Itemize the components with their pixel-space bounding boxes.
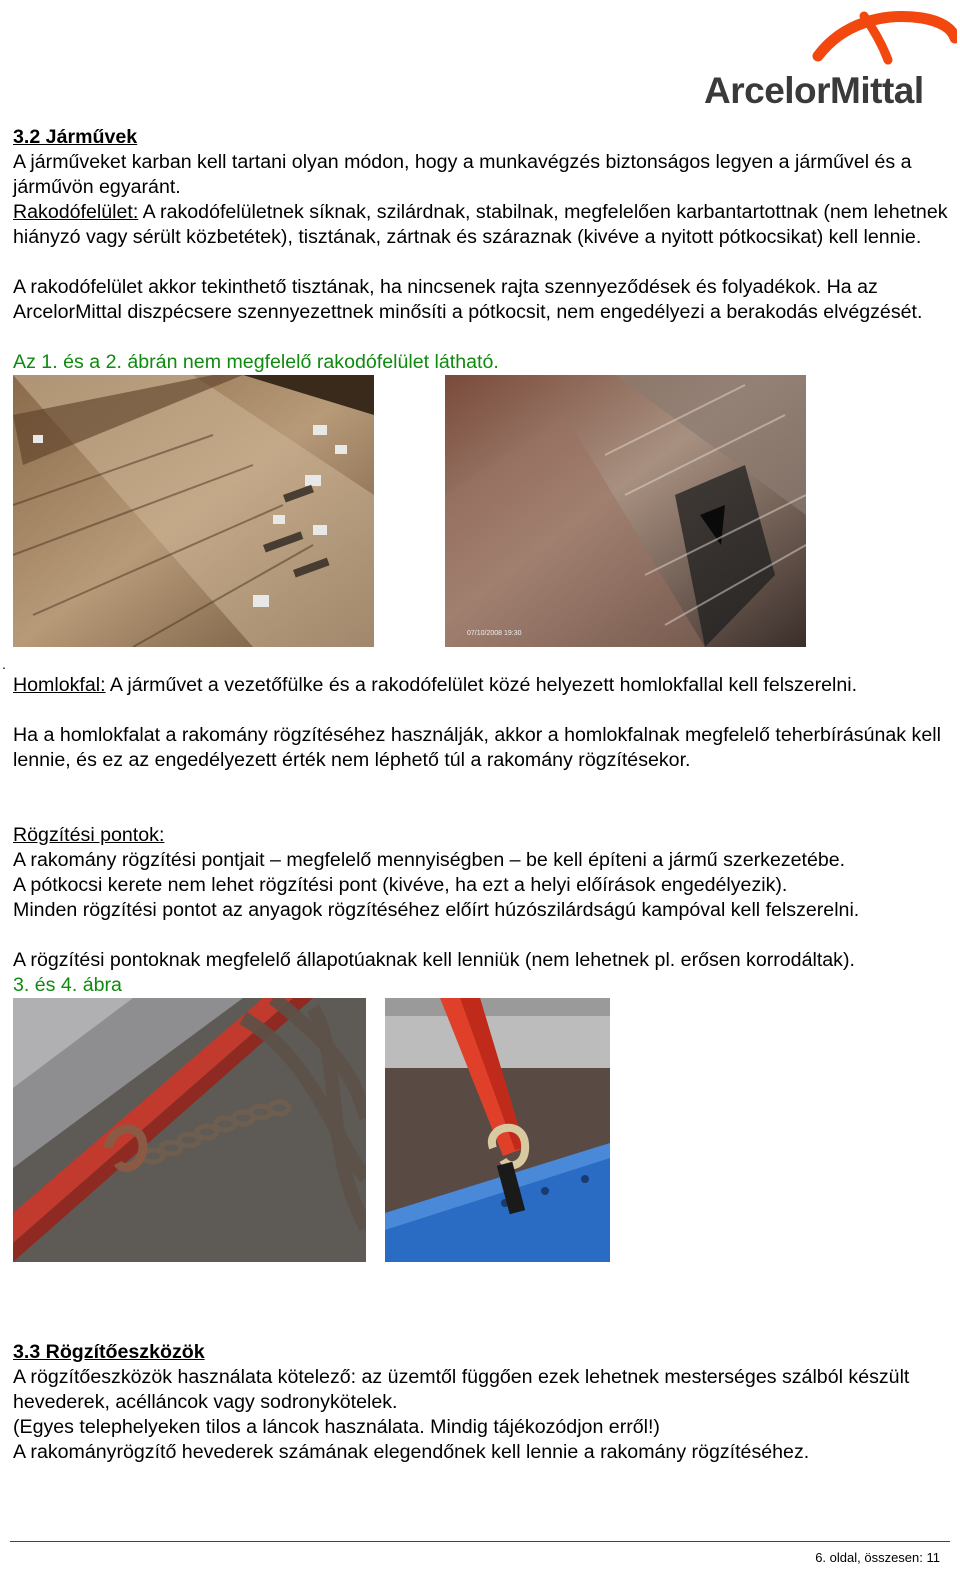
lashing-p2: (Egyes telephelyeken tilos a láncok használata. Mindig tájékozódjon erről!) bbox=[13, 1416, 660, 1438]
loading-surface-paragraph bbox=[13, 200, 948, 250]
photo-2-timestamp: 07/10/2008 19:30 bbox=[467, 630, 522, 637]
stray-mark: . bbox=[2, 656, 6, 672]
anchor-points-p4: A rögzítési pontoknak megfelelő állapotúaknak kell lenniük (nem lehetnek pl. erősen korrodáltak). bbox=[13, 949, 855, 971]
loading-surface-text: A rakodófelületnek síknak, szilárdnak, stabilnak, megfelelően karbantartottnak (nem lehetnek hiányzó vagy sérült közbetétek), tisztának, zártnak és száraznak (kivéve a nyitott pótkocsikat) kell lennie. bbox=[13, 201, 948, 248]
front-wall-paragraph bbox=[13, 673, 948, 698]
lashing-p3: A rakományrögzítő hevederek számának elegendőnek kell lennie a rakomány rögzítéséhez. bbox=[13, 1441, 810, 1463]
figure-2-damaged-loading-surface-photo bbox=[445, 375, 806, 647]
arcelormittal-logo-text: ArcelorMittal bbox=[704, 70, 924, 111]
arcelormittal-logo-swoosh-icon bbox=[812, 4, 957, 66]
anchor-points-p3: Minden rögzítési pontot az anyagok rögzítéséhez előírt húzószilárdságú kampóval kell felszerelni. bbox=[13, 899, 860, 921]
front-wall-load-paragraph: Ha a homlokfalat a rakomány rögzítéséhez használják, akkor a homlokfalnak megfelelő teherbírásúnak kell lennie, és ez az engedélyezett érték nem léphető túl a rakomány rögzítésekor. bbox=[13, 724, 941, 771]
figure-caption-3-4: 3. és 4. ábra bbox=[13, 974, 122, 996]
vehicles-intro: A járműveket karban kell tartani olyan módon, hogy a munkavégzés biztonságos legyen a járművel és a járművön egyaránt. bbox=[13, 151, 912, 198]
figure-caption-1-2: Az 1. és a 2. ábrán nem megfelelő rakodófelület látható. bbox=[13, 351, 499, 373]
figure-3-chain-hook-anchor-photo bbox=[13, 998, 366, 1262]
anchor-points-p1: A rakomány rögzítési pontjait – megfelelő mennyiségben – be kell építeni a jármű szerkezetébe. bbox=[13, 849, 846, 871]
front-wall-label: Homlokfal: bbox=[13, 674, 106, 696]
page-number: 6. oldal, összesen: 11 bbox=[815, 1550, 940, 1565]
figure-1-dirty-loading-surface-photo bbox=[13, 375, 374, 647]
section-title-lashing-equipment: 3.3 Rögzítőeszközök bbox=[13, 1341, 205, 1363]
clean-surface-paragraph: A rakodófelület akkor tekinthető tisztának, ha nincsenek rajta szennyeződések és folyadékok. Ha az ArcelorMittal diszpécsere szennyezettnek minősíti a pótkocsit, nem engedélyezi a berakodás elvégzését. bbox=[13, 276, 923, 323]
anchor-points-p2: A pótkocsi kerete nem lehet rögzítési pont (kivéve, ha ezt a helyi előírások engedélyezik). bbox=[13, 874, 788, 896]
loading-surface-label: Rakodófelület: bbox=[13, 201, 139, 223]
footer-divider bbox=[10, 1541, 950, 1542]
front-wall-text: A járművet a vezetőfülke és a rakodófelület közé helyezett homlokfallal kell felszerelni. bbox=[105, 674, 858, 696]
lashing-p1: A rögzítőeszközök használata kötelező: az üzemtől függően ezek lehetnek mesterséges szálból készült hevederek, acélláncok vagy sodronykötelek. bbox=[13, 1366, 910, 1413]
figure-4-strap-hook-anchor-photo bbox=[385, 998, 610, 1262]
anchor-points-label: Rögzítési pontok: bbox=[13, 824, 165, 846]
section-title-vehicles: 3.2 Járművek bbox=[13, 126, 138, 148]
